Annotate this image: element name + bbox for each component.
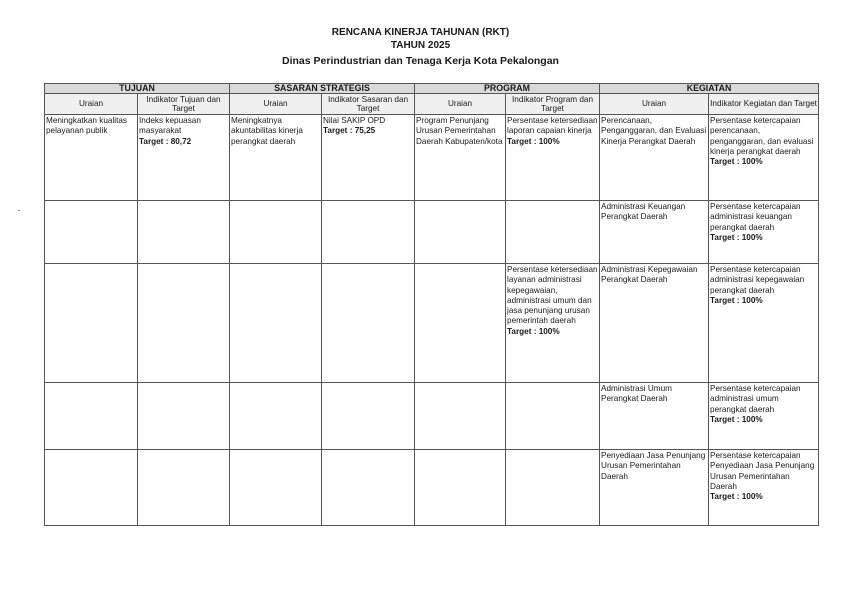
col-header: Indikator Sasaran dan Target	[322, 94, 415, 115]
sasaran-indikator: Nilai SAKIP OPD Target : 75,25	[322, 115, 415, 201]
table-row	[45, 115, 819, 201]
target-value: Target : 80,72	[139, 136, 192, 146]
tujuan-indikator: Indeks kepuasan masyarakat Target : 80,72	[138, 115, 230, 201]
program-indikator	[506, 450, 600, 526]
group-header-row	[45, 84, 819, 94]
kegiatan-uraian: Administrasi Keuangan Perangkat Daerah	[600, 201, 709, 264]
program-uraian: Program Penunjang Urusan Pemerintahan Daerah Kabupaten/kota	[415, 115, 506, 201]
table-row	[45, 383, 819, 450]
table-row	[45, 264, 819, 383]
kegiatan-uraian: Penyediaan Jasa Penunjang Urusan Pemerintahan Daerah	[600, 450, 709, 526]
rkt-table	[44, 83, 819, 526]
target-value: Target : 100%	[710, 157, 763, 167]
kegiatan-uraian: Perencanaan, Penganggaran, dan Evaluasi Kinerja Perangkat Daerah	[600, 115, 709, 201]
target-value: Target : 100%	[507, 326, 560, 336]
table-row	[45, 450, 819, 526]
document-year: TAHUN 2025	[390, 40, 451, 51]
col-header: Indikator Tujuan dan Target	[138, 94, 230, 115]
target-value: Target : 100%	[710, 232, 763, 242]
col-header: Uraian	[415, 94, 506, 115]
kegiatan-indikator: Persentase ketercapaian perencanaan, penganggaran, dan evaluasi kinerja perangkat daerah Target : 100%	[709, 115, 819, 201]
kegiatan-indikator: Persentase ketercapaian administrasi keuangan perangkat daerah Target : 100%	[709, 201, 819, 264]
target-value: Target : 100%	[710, 492, 763, 502]
scan-mark	[18, 210, 20, 211]
table-row	[45, 201, 819, 264]
kegiatan-uraian: Administrasi Umum Perangkat Daerah	[600, 383, 709, 450]
col-header: Indikator Kegiatan dan Target	[709, 94, 819, 115]
col-header: Indikator Program dan Target	[506, 94, 600, 115]
kegiatan-indikator: Persentase ketercapaian administrasi umum perangkat daerah Target : 100%	[709, 383, 819, 450]
program-indikator: Persentase ketersediaan layanan administrasi kepegawaian, administrasi umum dan jasa penunjang urusan pemerintah daerah Target : 100%	[506, 264, 600, 383]
program-indikator	[506, 201, 600, 264]
target-value: Target : 100%	[710, 414, 763, 424]
program-indikator: Persentase ketersediaan laporan capaian kinerja Target : 100%	[506, 115, 600, 201]
program-indikator	[506, 383, 600, 450]
group-sasaran: SASARAN STRATEGIS	[230, 84, 415, 94]
group-tujuan: TUJUAN	[45, 84, 230, 94]
group-kegiatan: KEGIATAN	[600, 84, 819, 94]
tujuan-uraian: Meningkatkan kualitas pelayanan publik	[45, 115, 138, 201]
agency-name: Dinas Perindustrian dan Tenaga Kerja Kota Pekalongan	[282, 55, 559, 67]
col-header: Uraian	[45, 94, 138, 115]
group-program: PROGRAM	[415, 84, 600, 94]
target-value: Target : 75,25	[323, 126, 376, 136]
target-value: Target : 100%	[710, 295, 763, 305]
sasaran-uraian: Meningkatnya akuntabilitas kinerja perangkat daerah	[230, 115, 322, 201]
subheader-row	[45, 94, 819, 115]
document-title: RENCANA KINERJA TAHUNAN (RKT)	[331, 27, 510, 38]
target-value: Target : 100%	[507, 136, 560, 146]
col-header: Uraian	[600, 94, 709, 115]
kegiatan-uraian: Administrasi Kepegawaian Perangkat Daerah	[600, 264, 709, 383]
col-header: Uraian	[230, 94, 322, 115]
kegiatan-indikator: Persentase ketercapaian Penyediaan Jasa Penunjang Urusan Pemerintahan Daerah Target : 100%	[709, 450, 819, 526]
kegiatan-indikator: Persentase ketercapaian administrasi kepegawaian perangkat daerah Target : 100%	[709, 264, 819, 383]
